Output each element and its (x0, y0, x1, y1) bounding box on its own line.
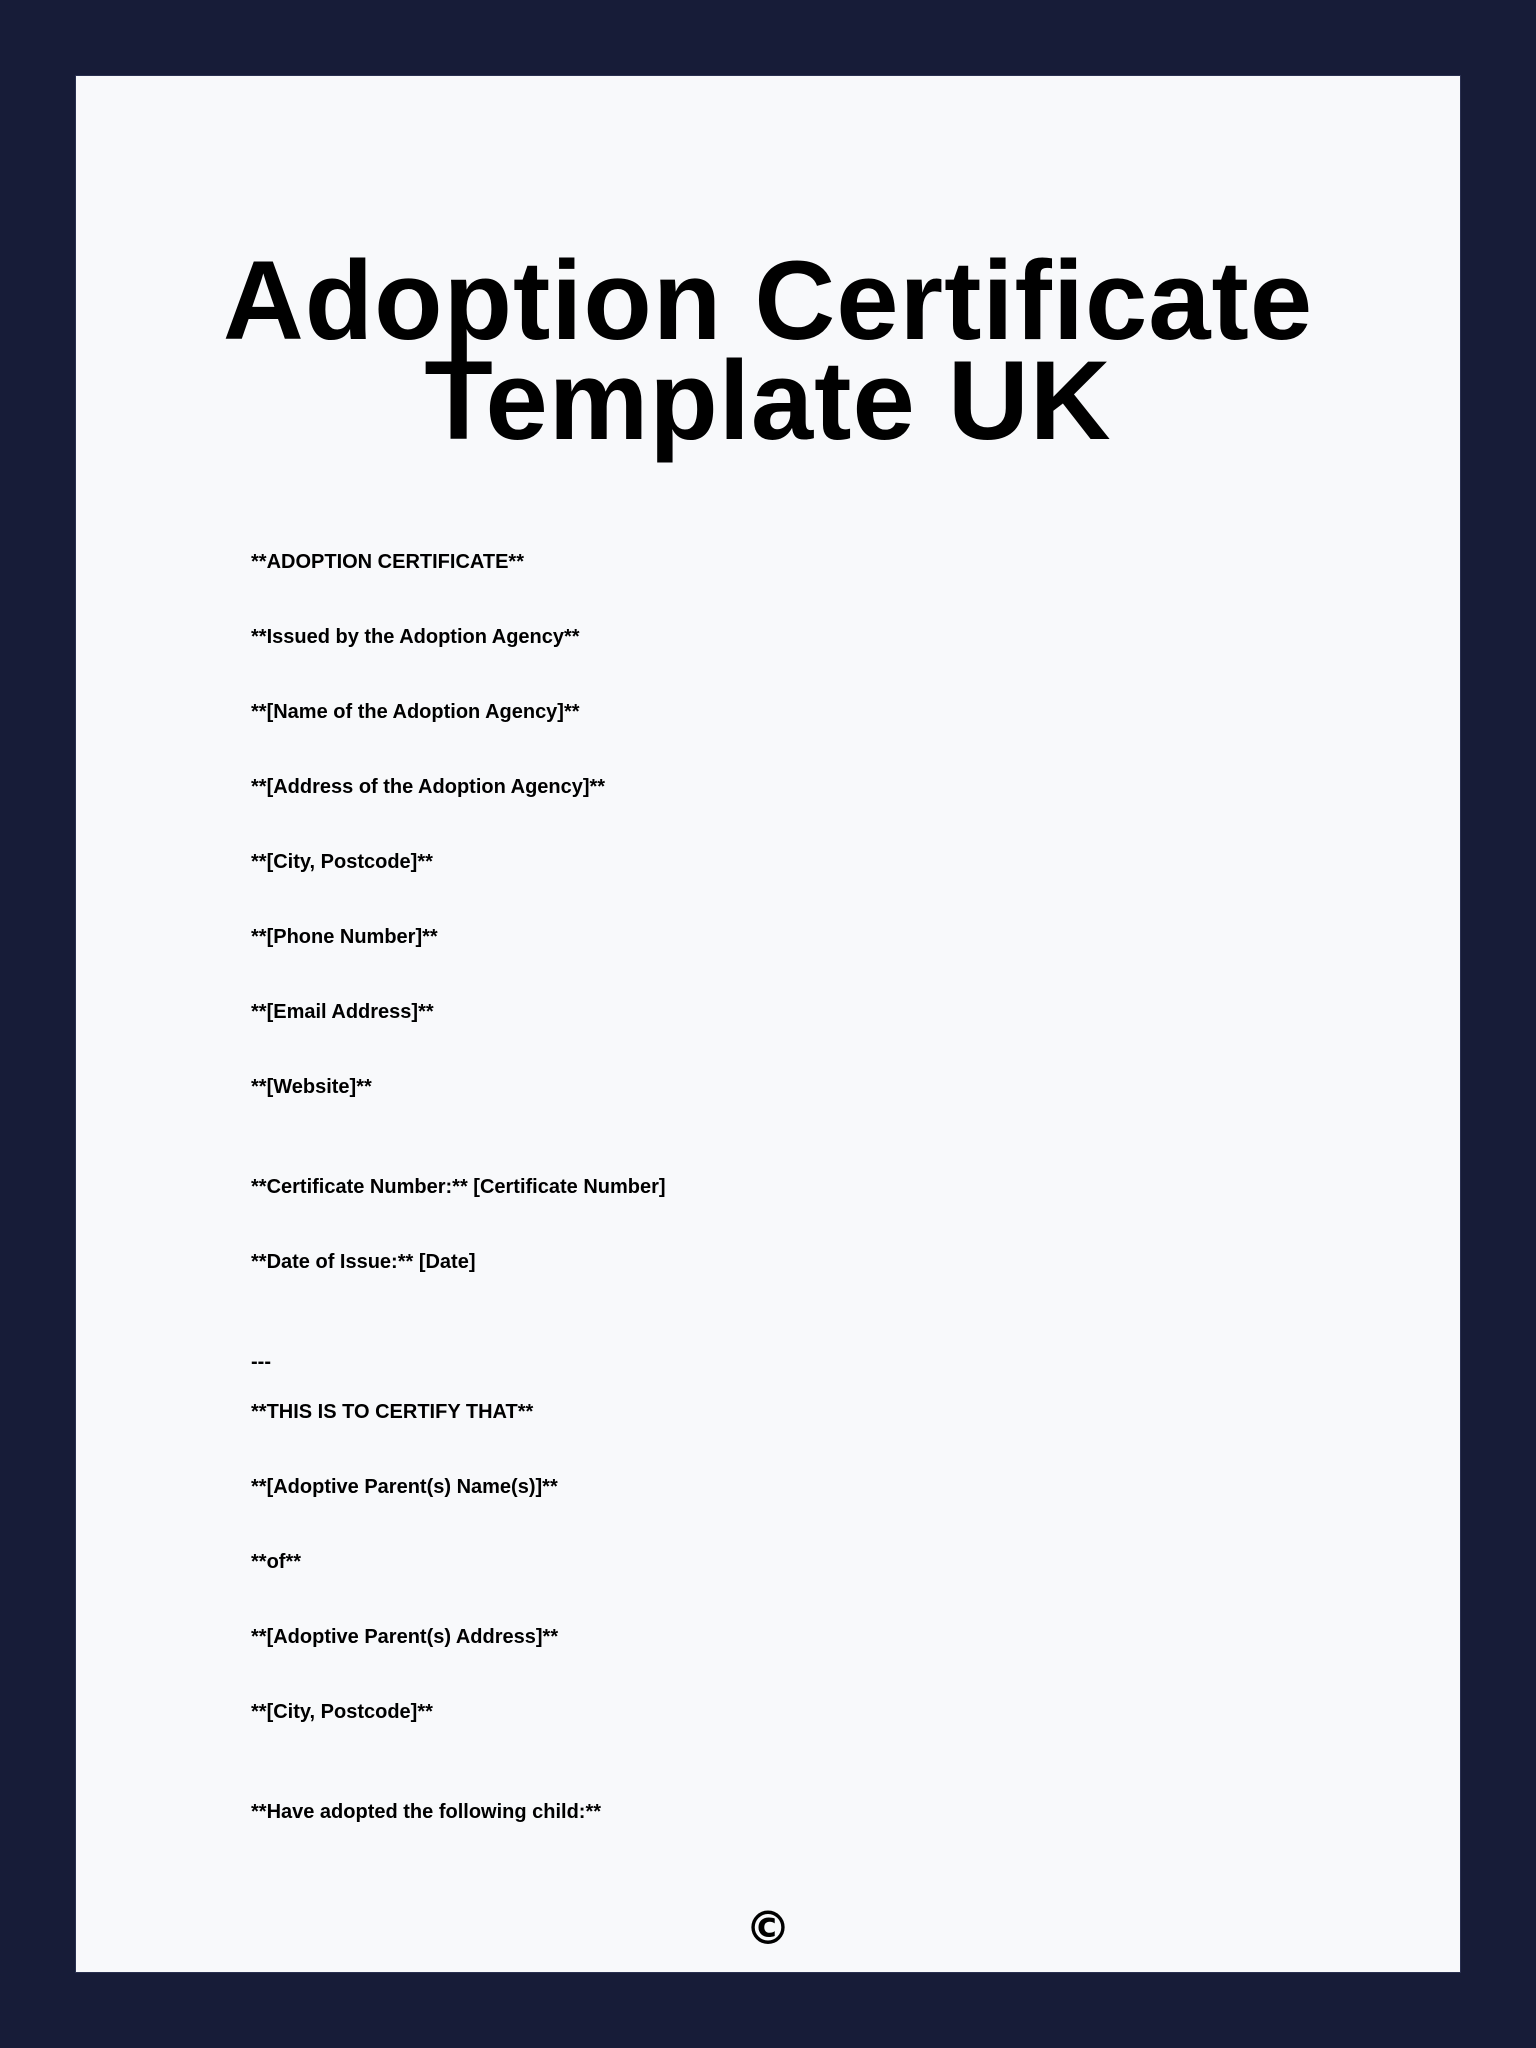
adoptive-parents-address-field: **[Adoptive Parent(s) Address]** (251, 1626, 559, 1648)
heading-adoption-certificate: **ADOPTION CERTIFICATE** (251, 551, 524, 573)
agency-website-field: **[Website]** (251, 1076, 372, 1098)
agency-phone-field: **[Phone Number]** (251, 926, 438, 948)
agency-city-postcode-field: **[City, Postcode]** (251, 851, 433, 873)
title-line-1: Adoption Certificate (222, 238, 1314, 363)
section-divider: --- (251, 1351, 271, 1373)
parents-city-postcode-field: **[City, Postcode]** (251, 1701, 433, 1723)
agency-name-field: **[Name of the Adoption Agency]** (251, 701, 580, 723)
certificate-number-field: **Certificate Number:** [Certificate Number] (251, 1176, 666, 1198)
document-title (76, 238, 1460, 463)
issued-by-line: **Issued by the Adoption Agency** (251, 626, 580, 648)
title-line-2: Template UK (424, 338, 1112, 463)
certify-heading: **THIS IS TO CERTIFY THAT** (251, 1401, 534, 1423)
agency-address-field: **[Address of the Adoption Agency]** (251, 776, 606, 798)
adoptive-parents-name-field: **[Adoptive Parent(s) Name(s)]** (251, 1476, 558, 1498)
copyright-icon: © (745, 1901, 791, 1955)
of-line: **of** (251, 1551, 302, 1573)
document-page (75, 75, 1461, 1973)
agency-email-field: **[Email Address]** (251, 1001, 434, 1023)
adopted-child-line: **Have adopted the following child:** (251, 1801, 602, 1823)
date-of-issue-field: **Date of Issue:** [Date] (251, 1251, 476, 1273)
